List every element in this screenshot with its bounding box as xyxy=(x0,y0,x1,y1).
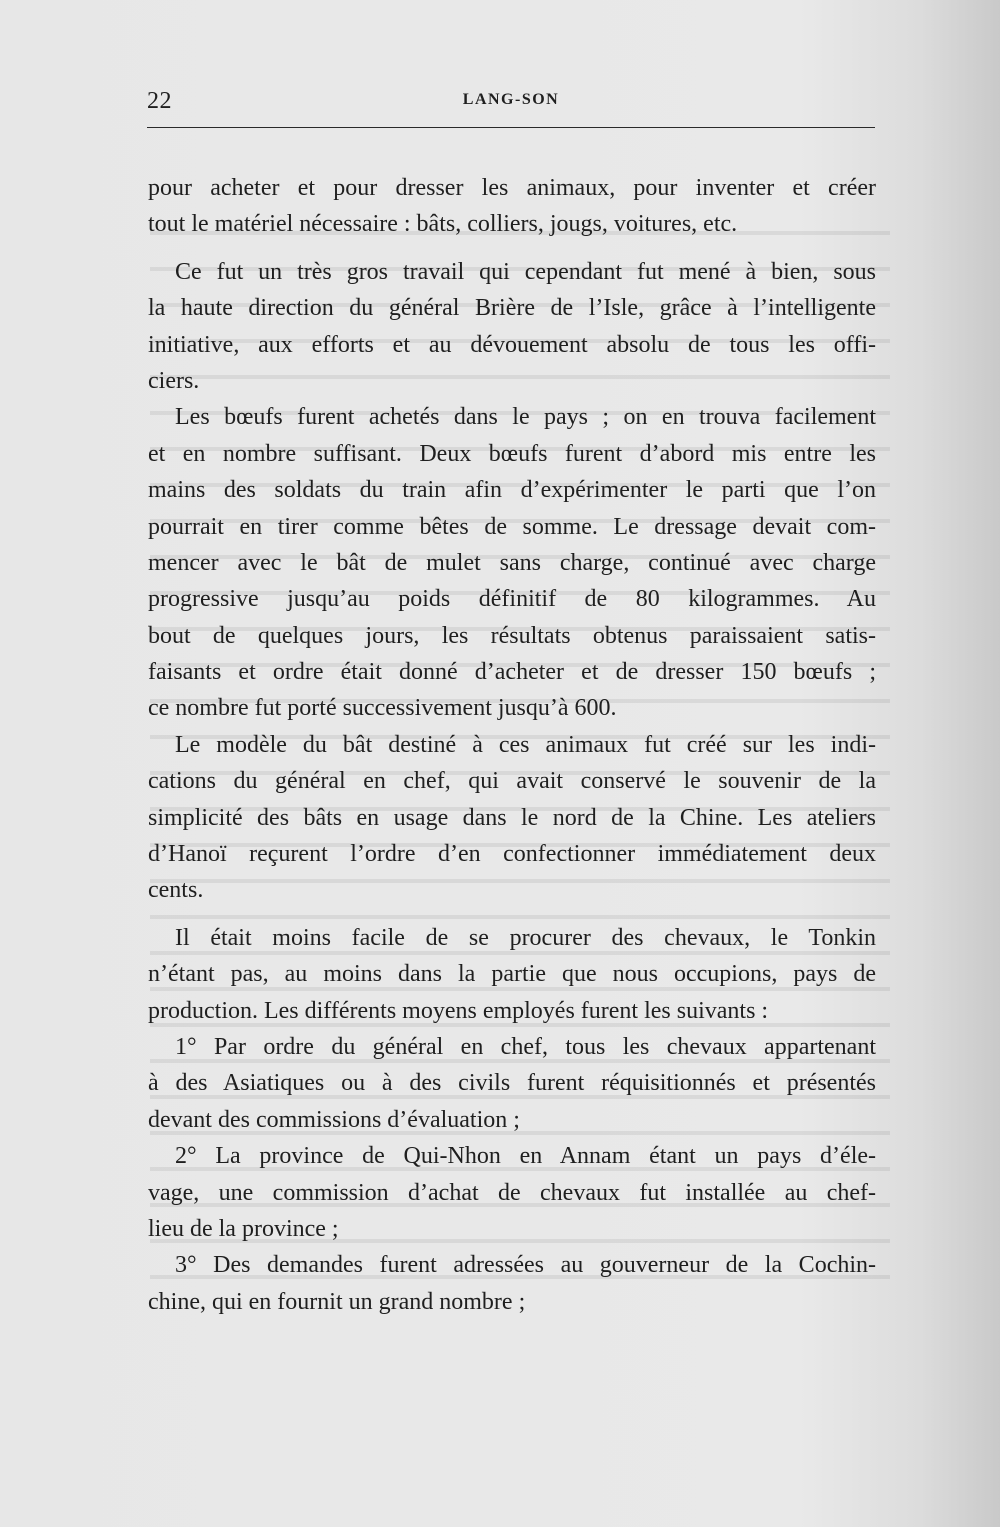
body-text xyxy=(148,170,876,1320)
text-line: d’Hanoï reçurent l’ordre d’en confectionner immédiatement deux xyxy=(148,841,876,868)
text-line: et en nombre suffisant. Deux bœufs furent d’abord mis entre les xyxy=(148,440,876,467)
paragraph xyxy=(148,920,876,1029)
text-line: cents. xyxy=(148,877,204,904)
text-line: ciers. xyxy=(148,367,200,394)
text-line: mains des soldats du train afin d’expérimenter le parti que l’on xyxy=(148,477,876,504)
text-line: Les bœufs furent achetés dans le pays ; on en trouva facilement xyxy=(175,404,876,431)
text-line: production. Les différents moyens employés furent les suivants : xyxy=(148,997,769,1024)
text-line: pour acheter et pour dresser les animaux, pour inventer et créer xyxy=(148,175,876,201)
page-header xyxy=(147,84,875,114)
text-line: progressive jusqu’au poids définitif de 80 kilogrammes. Au xyxy=(148,586,876,613)
text-line: la haute direction du général Brière de l’Isle, grâce à l’intelligente xyxy=(148,295,876,322)
text-line: vage, une commission d’achat de chevaux fut installée au chef- xyxy=(148,1179,876,1206)
text-line: n’étant pas, au moins dans la partie que nous occupions, pays de xyxy=(148,961,876,988)
paragraph xyxy=(148,399,876,727)
text-line: 2° La province de Qui-Nhon en Annam étant un pays d’éle- xyxy=(175,1143,876,1170)
text-line: Le modèle du bât destiné à ces animaux fut créé sur les indi- xyxy=(175,731,876,758)
paragraph xyxy=(148,170,876,243)
text-line: ce nombre fut porté successivement jusqu’à 600. xyxy=(148,695,617,722)
text-line: faisants et ordre était donné d’acheter et de dresser 150 bœufs ; xyxy=(148,659,876,686)
text-line: à des Asiatiques ou à des civils furent réquisitionnés et présentés xyxy=(148,1070,876,1097)
text-line: devant des commissions d’évaluation ; xyxy=(148,1106,520,1133)
paragraph xyxy=(148,254,876,400)
list-item xyxy=(148,1138,876,1247)
text-line: 3° Des demandes furent adressées au gouverneur de la Cochin- xyxy=(175,1252,876,1279)
text-line: initiative, aux efforts et au dévouement absolu de tous les offi- xyxy=(148,331,876,358)
text-line: Il était moins facile de se procurer des chevaux, le Tonkin xyxy=(175,924,876,951)
text-line: cations du général en chef, qui avait conservé le souvenir de la xyxy=(148,768,876,795)
text-line: simplicité des bâts en usage dans le nord de la Chine. Les ateliers xyxy=(148,804,876,831)
text-line: chine, qui en fournit un grand nombre ; xyxy=(148,1288,526,1315)
text-line: bout de quelques jours, les résultats obtenus paraissaient satis- xyxy=(148,622,876,649)
text-line: 1° Par ordre du général en chef, tous les chevaux appartenant xyxy=(175,1033,876,1060)
paragraph xyxy=(148,727,876,909)
text-line: Ce fut un très gros travail qui cependant fut mené à bien, sous xyxy=(175,258,876,285)
page-number: 22 xyxy=(147,88,172,114)
text-line: lieu de la province ; xyxy=(148,1215,339,1242)
running-title: LANG-SON xyxy=(462,91,560,108)
text-line: mencer avec le bât de mulet sans charge, continué avec charge xyxy=(148,549,876,576)
list-item xyxy=(148,1029,876,1138)
list-item xyxy=(148,1247,876,1320)
text-line: tout le matériel nécessaire : bâts, colliers, jougs, voitures, etc. xyxy=(148,211,738,238)
header-rule xyxy=(147,127,875,128)
text-line: pourrait en tirer comme bêtes de somme. Le dressage devait com- xyxy=(148,513,876,540)
